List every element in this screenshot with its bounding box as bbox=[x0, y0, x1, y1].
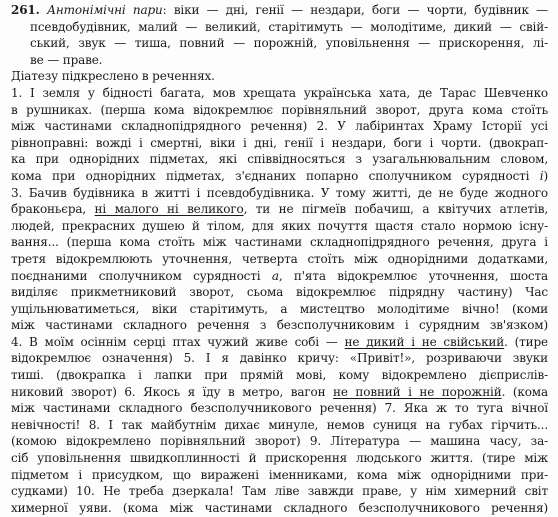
text-line bbox=[11, 450, 548, 467]
text-run: ве — праве. bbox=[30, 52, 103, 67]
text-run: поєднаними сполучником сурядності bbox=[11, 268, 272, 283]
text-line bbox=[11, 268, 548, 285]
text-run: між частинами складного речення з безсполучниковим і сурядним зв'язком) bbox=[11, 318, 548, 333]
text-line bbox=[11, 350, 548, 367]
text-line bbox=[11, 301, 548, 318]
text-line bbox=[11, 52, 548, 69]
text-run: ський, звук — тиша, повний — порожній, уповільнення — прискорення, лі- bbox=[30, 36, 548, 51]
text-line bbox=[11, 367, 548, 384]
italic-letter: а bbox=[271, 268, 279, 283]
text-run: третя відокремлюють уточнення, четверта стоїть між однорідними додатками, bbox=[11, 251, 548, 266]
text-line bbox=[11, 433, 548, 450]
text-line bbox=[11, 168, 548, 185]
text-run: сіб уповільнення швидкоплинності й прискорення людського життя. (тире між bbox=[11, 451, 548, 466]
text-run: . (тире bbox=[504, 334, 549, 349]
text-run: ущільнюватиметься, віки старітимуть, а мистецтво молодітиме вічно! (коми bbox=[11, 301, 548, 316]
text-line bbox=[11, 500, 548, 517]
text-line bbox=[11, 135, 548, 152]
text-run: Діатезу підкреслено в реченнях. bbox=[11, 69, 215, 84]
text-run: рівноправні: вожді і смертні, віки і дні, генії і нездари, боги і чорти. (двокрап- bbox=[11, 135, 548, 150]
text-run: ) bbox=[543, 168, 548, 183]
text-line-content bbox=[174, 3, 548, 17]
text-run: між частинами складного безсполучникового речення) 7. Яка ж то туга вічної bbox=[11, 401, 548, 416]
text-line bbox=[11, 19, 548, 36]
text-line bbox=[11, 467, 548, 484]
text-run: (комою відокремлено порівняльний зворот) 9. Література — машина часу, за- bbox=[11, 434, 548, 449]
text-line bbox=[11, 334, 548, 351]
text-run: , п'ята відокремлює уточнення, шоста bbox=[278, 268, 548, 283]
text-line bbox=[11, 185, 548, 202]
text-run: невічності! 8. І так майбутнім дихає минуле, немов суниця на губах гірчить... bbox=[11, 417, 548, 432]
text-run: людей, прекрасних душею й тілом, для яких почуття щастя стало нормою існу- bbox=[11, 218, 548, 233]
text-run: . (кома bbox=[501, 384, 548, 399]
text-run: виділяє прикметниковий зворот, сьома відокремлює підрядну частину) Час bbox=[11, 285, 548, 300]
text-line bbox=[11, 118, 548, 135]
text-run: 3. Бачив будівника в житті і псевдобудівника. У тому житті, де не буде жодного bbox=[11, 185, 548, 200]
text-run: віки — дні, генії — нездари, боги — чорти, будівник — bbox=[173, 3, 548, 17]
text-line bbox=[11, 201, 548, 218]
underlined-phrase: не повний і не порожній bbox=[333, 384, 502, 399]
text-run: браконьєра, bbox=[11, 202, 95, 217]
text-line bbox=[11, 151, 548, 168]
text-run: підметом і присудком, що виражені іменниками, кома між однорідними при- bbox=[11, 467, 548, 482]
exercise-first-line: 261. Антонімічні пари: віки — дні, генії — нездари, боги — чорти, будівник — bbox=[11, 3, 548, 17]
text-run: в рушниках. (перша кома відокремлює порівняльний зворот, друга кома стоїть bbox=[11, 102, 548, 117]
text-line bbox=[11, 384, 548, 401]
text-line bbox=[11, 251, 548, 268]
italic-letter: і bbox=[539, 168, 544, 183]
text-line bbox=[11, 234, 548, 251]
text-run: химерної уяви. (кома між частинами складного безсполучникового речення) bbox=[11, 500, 548, 515]
exercise-heading: Антонімічні пари bbox=[46, 3, 163, 17]
underlined-phrase: ні малого ні великого bbox=[94, 202, 244, 217]
text-line bbox=[11, 483, 548, 500]
text-run: між частинами складнопідрядного речення) 2. У лабіринтах Храму Історії усі bbox=[11, 119, 548, 134]
text-run: тиші. (двокрапка і лапки при прямій мові, кому відокремлено дієприслів- bbox=[11, 368, 548, 383]
text-run: 1. І земля у бідності багата, мов хрещата українська хата, де Тарас Шевченко bbox=[11, 85, 548, 100]
text-line bbox=[11, 317, 548, 334]
text-run: псевдобудівник, малий — великий, старітимуть — молодітиме, дикий — свій- bbox=[30, 19, 548, 34]
text-run: вання... (перша кома стоїть між частинами складнопідрядного речення, друга і bbox=[11, 235, 548, 250]
text-run: 4. В моїм осіннім серці птах чужий живе собі — bbox=[11, 334, 345, 349]
text-run: судками) 10. Не треба дзеркала! Там ліве завжди праве, у нім химерний світ bbox=[11, 484, 548, 499]
text-line bbox=[11, 284, 548, 301]
underlined-phrase: не дикий і не свійський bbox=[344, 334, 505, 349]
text-line bbox=[11, 85, 548, 102]
text-line bbox=[11, 417, 548, 434]
text-line bbox=[11, 218, 548, 235]
text-line bbox=[11, 102, 548, 119]
text-run: ка при однорідних підметах, які співвідносяться з узагальнювальним словом, bbox=[11, 152, 548, 167]
text-line bbox=[11, 35, 548, 52]
text-line bbox=[11, 400, 548, 417]
text-run: кома при однорідних підметах, з'єднаних попарно сполучником сурядності bbox=[11, 168, 540, 183]
exercise-number: 261. bbox=[11, 3, 40, 17]
text-run: никовий зворот) 6. Якось я їду в метро, вагон bbox=[11, 384, 334, 399]
text-line bbox=[11, 68, 548, 85]
text-run: відокремлює означення) 5. І я давінко кричу: «Привіт!», розриваючи звуки bbox=[11, 351, 548, 366]
exercise-text bbox=[11, 2, 548, 516]
text-run: , ти не пігмеїв побачиш, а квітучих атлетів, bbox=[243, 202, 548, 217]
